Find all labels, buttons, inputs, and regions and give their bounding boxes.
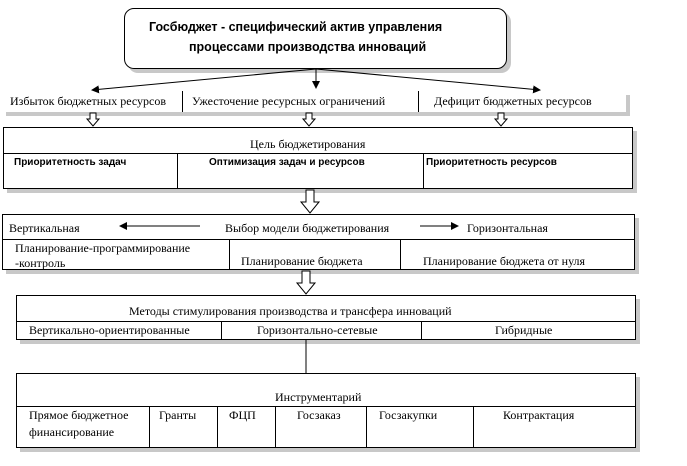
model-item-1-line1: Планирование-программирование xyxy=(15,241,191,255)
model-title: Выбор модели бюджетирования xyxy=(225,221,390,235)
resource-tightening: Ужесточение ресурсных ограничений xyxy=(192,94,386,108)
tools-item-1-line1: Прямое бюджетное xyxy=(29,408,129,422)
model-item-1-line2: -контроль xyxy=(15,256,66,270)
tools-item-4: Госзаказ xyxy=(297,408,341,422)
tools-title: Инструментарий xyxy=(275,390,362,404)
tools-item-1-line2: финансирование xyxy=(29,425,115,439)
methods-item-1: Вертикально-ориентированные xyxy=(29,323,190,337)
methods-title: Методы стимулирования производства и трансфера инноваций xyxy=(129,304,452,318)
methods-item-2: Горизонтально-сетевые xyxy=(257,323,378,337)
model-to-methods-arrow xyxy=(297,271,315,294)
resource-deficit: Дефицит бюджетных ресурсов xyxy=(434,94,592,108)
model-right-label: Горизонтальная xyxy=(467,221,548,235)
model-item-2: Планирование бюджета xyxy=(241,254,363,268)
model-left-label: Вертикальная xyxy=(9,221,80,235)
tools-item-6: Контрактация xyxy=(503,408,575,422)
goal-item-3: Приоритетность ресурсов xyxy=(426,157,557,168)
goal-to-model-arrow xyxy=(301,190,319,213)
top-box-line2: процессами производства инноваций xyxy=(189,40,427,54)
top-box-line1: Госбюджет - специфический актив управления xyxy=(149,20,443,34)
tools-item-5: Госзакупки xyxy=(379,408,438,422)
methods-item-3: Гибридные xyxy=(495,323,553,337)
model-item-3: Планирование бюджета от нуля xyxy=(423,254,586,268)
goal-title: Цель бюджетирования xyxy=(250,137,366,151)
goal-item-1: Приоритетность задач xyxy=(14,157,127,168)
top-fanout-arrows xyxy=(92,69,540,90)
resource-excess: Избыток бюджетных ресурсов xyxy=(10,94,167,108)
resource-down-arrows xyxy=(87,113,507,126)
tools-item-2: Гранты xyxy=(159,408,197,422)
goal-item-2: Оптимизация задач и ресурсов xyxy=(209,157,365,168)
tools-item-3: ФЦП xyxy=(229,408,256,422)
